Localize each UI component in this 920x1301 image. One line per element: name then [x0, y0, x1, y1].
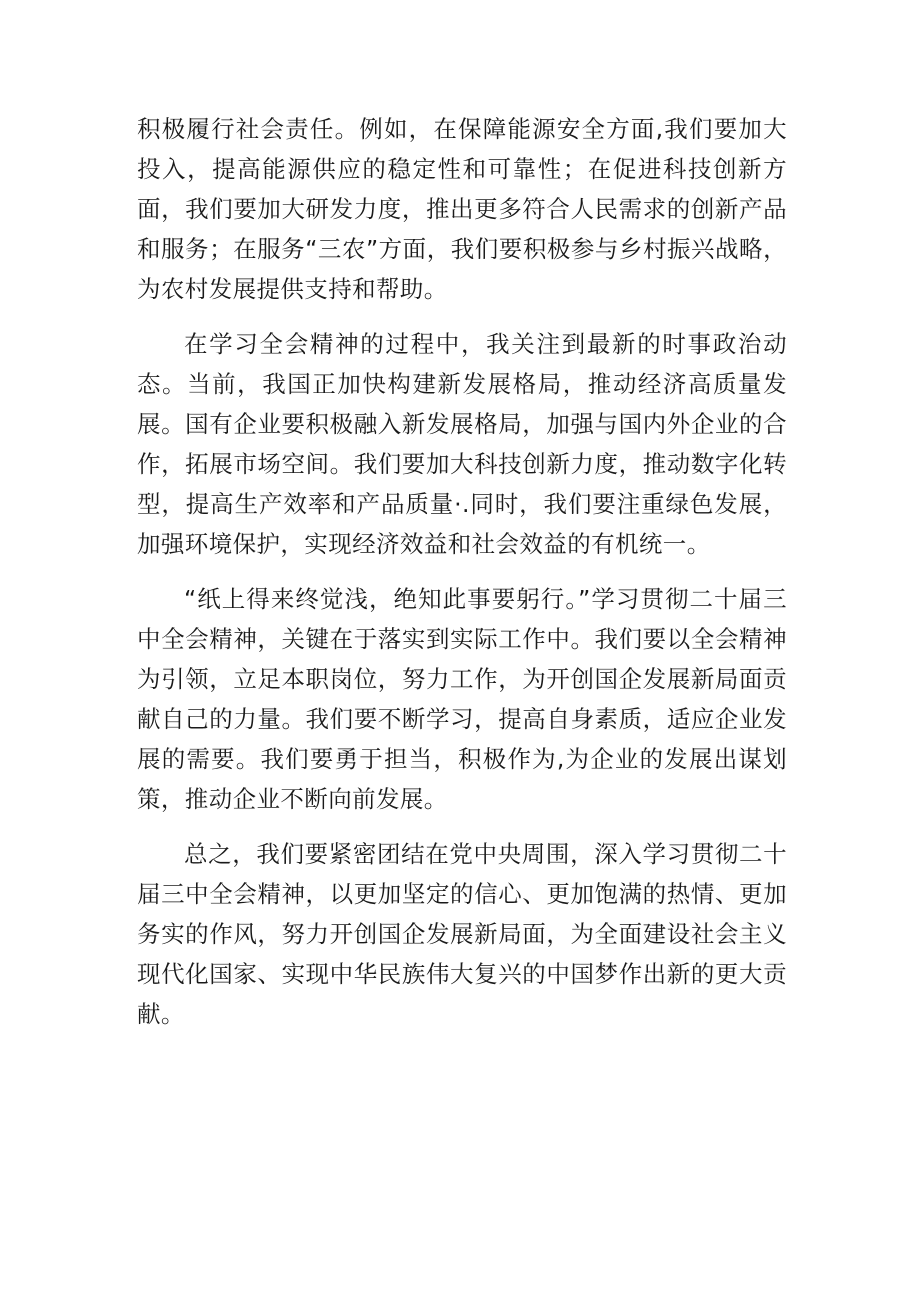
paragraph-current-affairs: 在学习全会精神的过程中，我关注到最新的时事政治动态。当前，我国正加快构建新发展格局，推动经济高质量发展。国有企业要积极融入新发展格局，加强与国内外企业的合作，拓展市场空间。我们要加大科技创新力度，推动数字化转型，提高生产效率和产品质量·.同时，我们要注重绿色发展，加强环境保护，实现经济效益和社会效益的有机统一。	[137, 330, 787, 558]
document-body	[137, 109, 787, 1049]
paragraph-social-responsibility: 积极履行社会责任。例如，在保障能源安全方面,我们要加大投入，提高能源供应的稳定性和可靠性；在促进科技创新方面，我们要加大研发力度，推出更多符合人民需求的创新产品和服务；在服务“三农”方面，我们要积极参与乡村振兴战略，为农村发展提供支持和帮助。	[137, 115, 787, 303]
paragraph-implementation: “纸上得来终觉浅，绝知此事要躬行。”学习贯彻二十届三中全会精神，关键在于落实到实际工作中。我们要以全会精神为引领，立足本职岗位，努力工作，为开创国企发展新局面贡献自己的力量。我们要不断学习，提高自身素质，适应企业发展的需要。我们要勇于担当，积极作为,为企业的发展出谋划策，推动企业不断向前发展。	[137, 585, 787, 813]
paragraph-conclusion: 总之，我们要紧密团结在党中央周围，深入学习贯彻二十届三中全会精神，以更加坚定的信心、更加饱满的热情、更加务实的作风，努力开创国企发展新局面，为全面建设社会主义现代化国家、实现中华民族伟大复兴的中国梦作出新的更大贡献。	[137, 840, 787, 1028]
